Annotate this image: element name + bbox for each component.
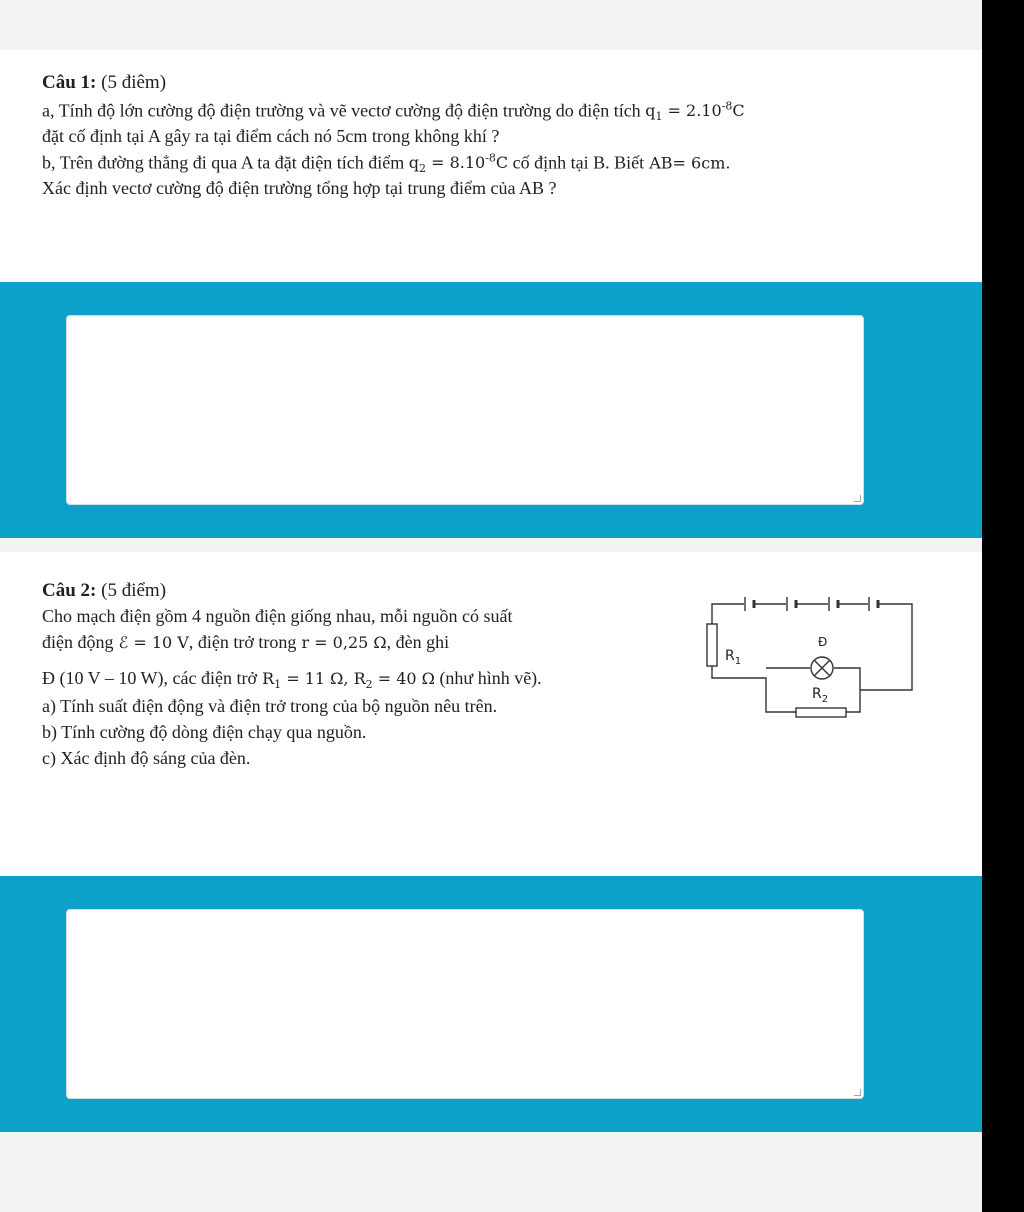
charge-q1-formula [645,100,745,124]
question-2-line-2-text: điện động [42,632,114,652]
right-edge-bar [982,0,1024,1212]
charge-q1-sub: 1 [655,110,663,124]
question-1-part-b-rest: cố định tại B. Biết [508,152,645,173]
circuit-diagram [700,594,925,724]
answer-1-textbox[interactable] [66,315,864,505]
charge-q1-value: = 2.10 [662,101,722,121]
circuit-wire-top-left [712,604,744,624]
question-1-part-a-line2: đặt cố định tại A gây ra tại điểm cách nó 5cm trong không khí ? [42,126,500,146]
r2-sub: 2 [365,678,373,692]
question-1-points: (5 điêm) [101,72,167,93]
question-2-label: Câu 2: [42,580,97,601]
circuit-wire-r2-left [766,690,796,712]
question-2-item-a: a) Tính suất điện động và điện trở trong của bộ nguồn nêu trên. [42,696,498,716]
resize-grip-icon[interactable] [854,495,861,502]
question-2-line-3-text: Đ (10 V – 10 W), các điện trở [42,668,257,688]
distance-ab: AB= 6cm. [644,153,731,173]
lamp-label: Đ [818,635,828,649]
question-1-part-b-text: b, Trên đường thẳng đi qua A ta đặt điện tích điểm [42,152,405,173]
charge-q2-exponent: -8 [485,152,496,165]
r2-label: $R_2$ [812,686,829,705]
question-1-part-a [42,100,745,124]
question-2-line-3 [42,668,542,691]
charge-q2-value: = 8.10 [426,153,486,173]
r1-label: $R_1$ [725,648,742,667]
charge-q2-formula [408,152,509,176]
question-1-title [42,72,166,94]
question-2-line-2-mid: , điện trở trong [188,632,297,652]
question-2-item-c: c) Xác định độ sáng của đèn. [42,748,251,768]
charge-q2-var: q [408,153,419,173]
question-1-part-b [42,152,730,176]
resistor-r1 [707,624,717,666]
r1-value: = 11 Ω, R [281,669,366,688]
question-2-line-3-end: (như hình vẽ). [434,668,542,688]
r1-var: R [256,669,275,688]
charge-q1-var: q [645,101,656,121]
question-1-part-b-line2: Xác định vectơ cường độ điện trường tổng hợp tại trung điểm của AB ? [42,178,557,198]
question-1-label: Câu 1: [42,72,97,93]
resistor-values [256,669,435,692]
charge-q2-sub: 2 [419,162,426,176]
resize-grip-icon[interactable] [854,1089,861,1096]
charge-q2-unit: C [495,153,509,173]
question-2-line-1: Cho mạch điện gồm 4 nguồn điện giống nhau, mỗi nguồn có suất [42,606,513,626]
question-2-line-2-end: , đèn ghi [386,632,450,652]
internal-resistance-value: r = 0,25 Ω [296,633,387,652]
circuit-wire-lamp-right [834,668,860,712]
question-1-part-a-text: a, Tính độ lớn cường độ điện trường và vẽ vectơ cường độ điện trường do điện tích [42,100,641,121]
answer-2-textbox[interactable] [66,909,864,1099]
r2-value: = 40 Ω [372,669,435,688]
emf-value: ℰ = 10 V [113,633,189,652]
resistor-r2 [796,708,846,717]
question-2-points: (5 điểm) [101,580,167,601]
charge-q1-exponent: -8 [721,100,733,113]
charge-q1-unit: C [732,101,745,121]
question-2-item-b: b) Tính cường độ dòng điện chạy qua nguồn. [42,722,367,742]
question-2-line-2 [42,632,449,653]
circuit-wire-left [712,666,766,690]
question-2-title [42,580,166,602]
circuit-wire-right [860,604,912,690]
r1-sub: 1 [274,678,282,692]
